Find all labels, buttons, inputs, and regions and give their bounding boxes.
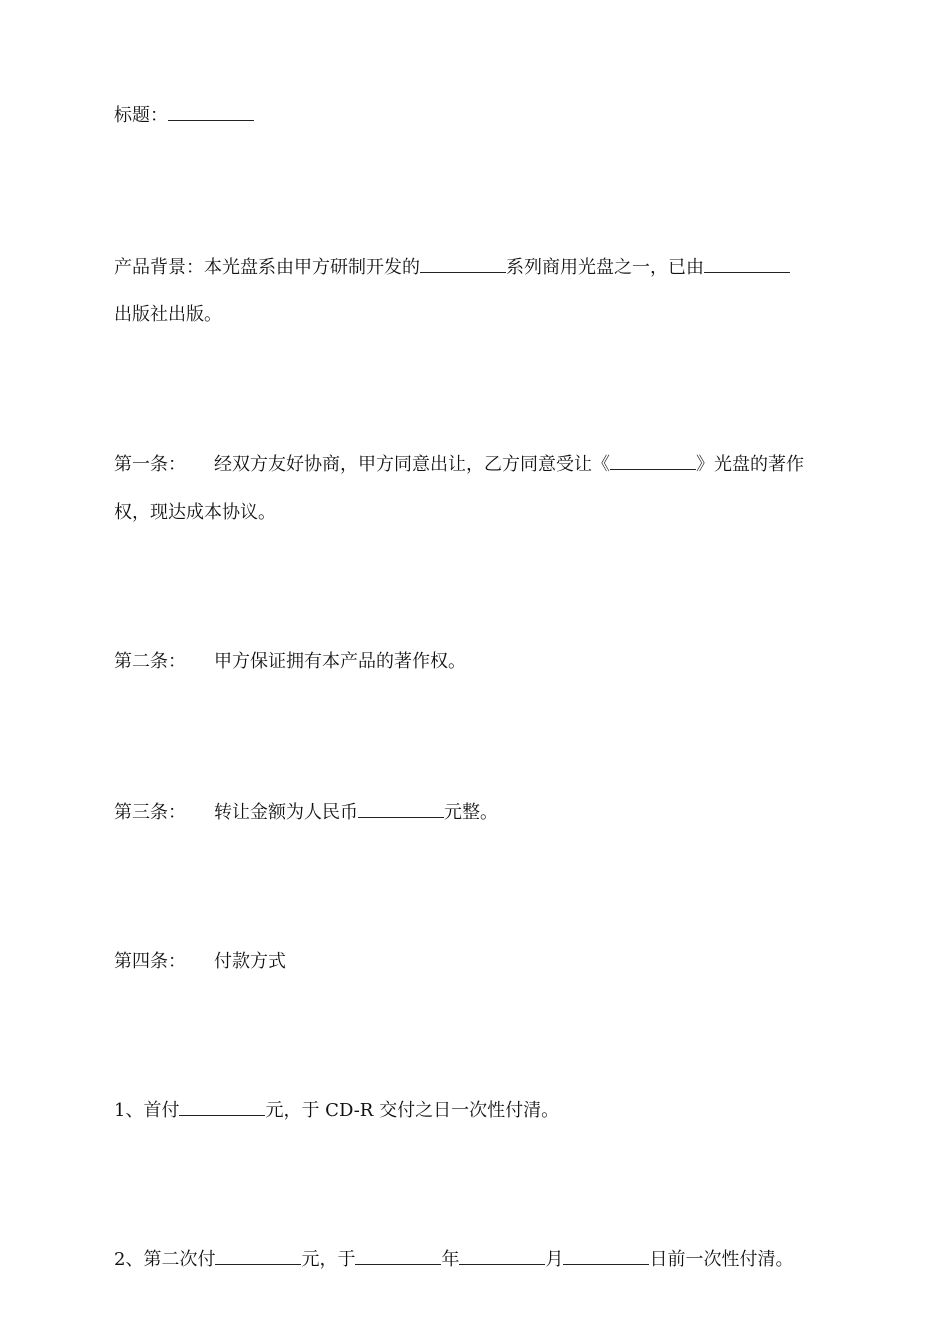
amount-blank (358, 800, 444, 818)
article-1-label: 第一条： (114, 454, 186, 475)
article-4-text: 付款方式 (214, 951, 286, 972)
payment-2-line (114, 1247, 793, 1272)
title-label: 标题： (114, 105, 168, 126)
disc-name-blank (610, 452, 696, 470)
second-payment-blank (215, 1247, 301, 1265)
article-2-line (114, 650, 466, 674)
article-4-label: 第四条： (114, 951, 186, 972)
article-4-line (114, 950, 286, 974)
article-2-text: 甲方保证拥有本产品的著作权。 (214, 651, 466, 672)
article-1-text-3: 权，现达成本协议。 (114, 502, 276, 523)
publisher-blank (704, 255, 790, 273)
article-1-line-1 (114, 452, 804, 477)
article-1-text-2: 》光盘的著作 (696, 454, 804, 475)
series-blank (420, 255, 506, 273)
background-text-2: 系列商用光盘之一，已由 (506, 257, 704, 278)
background-label: 产品背景： (114, 257, 204, 278)
background-line-1 (114, 255, 790, 280)
payment-2-text-2: 元，于 (301, 1249, 356, 1270)
article-3-text-1: 转让金额为人民币 (214, 802, 358, 823)
payment-1-line (114, 1098, 559, 1123)
background-text-1: 本光盘系由甲方研制开发的 (204, 257, 420, 278)
article-1-line-2 (114, 501, 276, 525)
payment-2-text-5: 日前一次性付清。 (649, 1249, 794, 1270)
article-3-label: 第三条： (114, 802, 186, 823)
first-payment-blank (179, 1098, 265, 1116)
article-2-label: 第二条： (114, 651, 186, 672)
background-text-3: 出版社出版。 (114, 304, 222, 325)
background-line-2 (114, 303, 222, 327)
payment-1-text-2: 元，于 CD-R 交付之日一次性付清。 (265, 1100, 560, 1121)
title-blank (168, 103, 254, 121)
payment-2-text-1: 2、第二次付 (114, 1249, 216, 1270)
article-1-text-1: 经双方友好协商，甲方同意出让，乙方同意受让《 (214, 454, 610, 475)
article-3-text-2: 元整。 (444, 802, 498, 823)
day-blank (563, 1247, 649, 1265)
month-blank (459, 1247, 545, 1265)
payment-2-text-4: 月 (545, 1249, 564, 1270)
title-line (114, 103, 254, 128)
year-blank (355, 1247, 441, 1265)
payment-1-text-1: 1、首付 (114, 1100, 180, 1121)
article-3-line (114, 800, 498, 825)
payment-2-text-3: 年 (441, 1249, 460, 1270)
